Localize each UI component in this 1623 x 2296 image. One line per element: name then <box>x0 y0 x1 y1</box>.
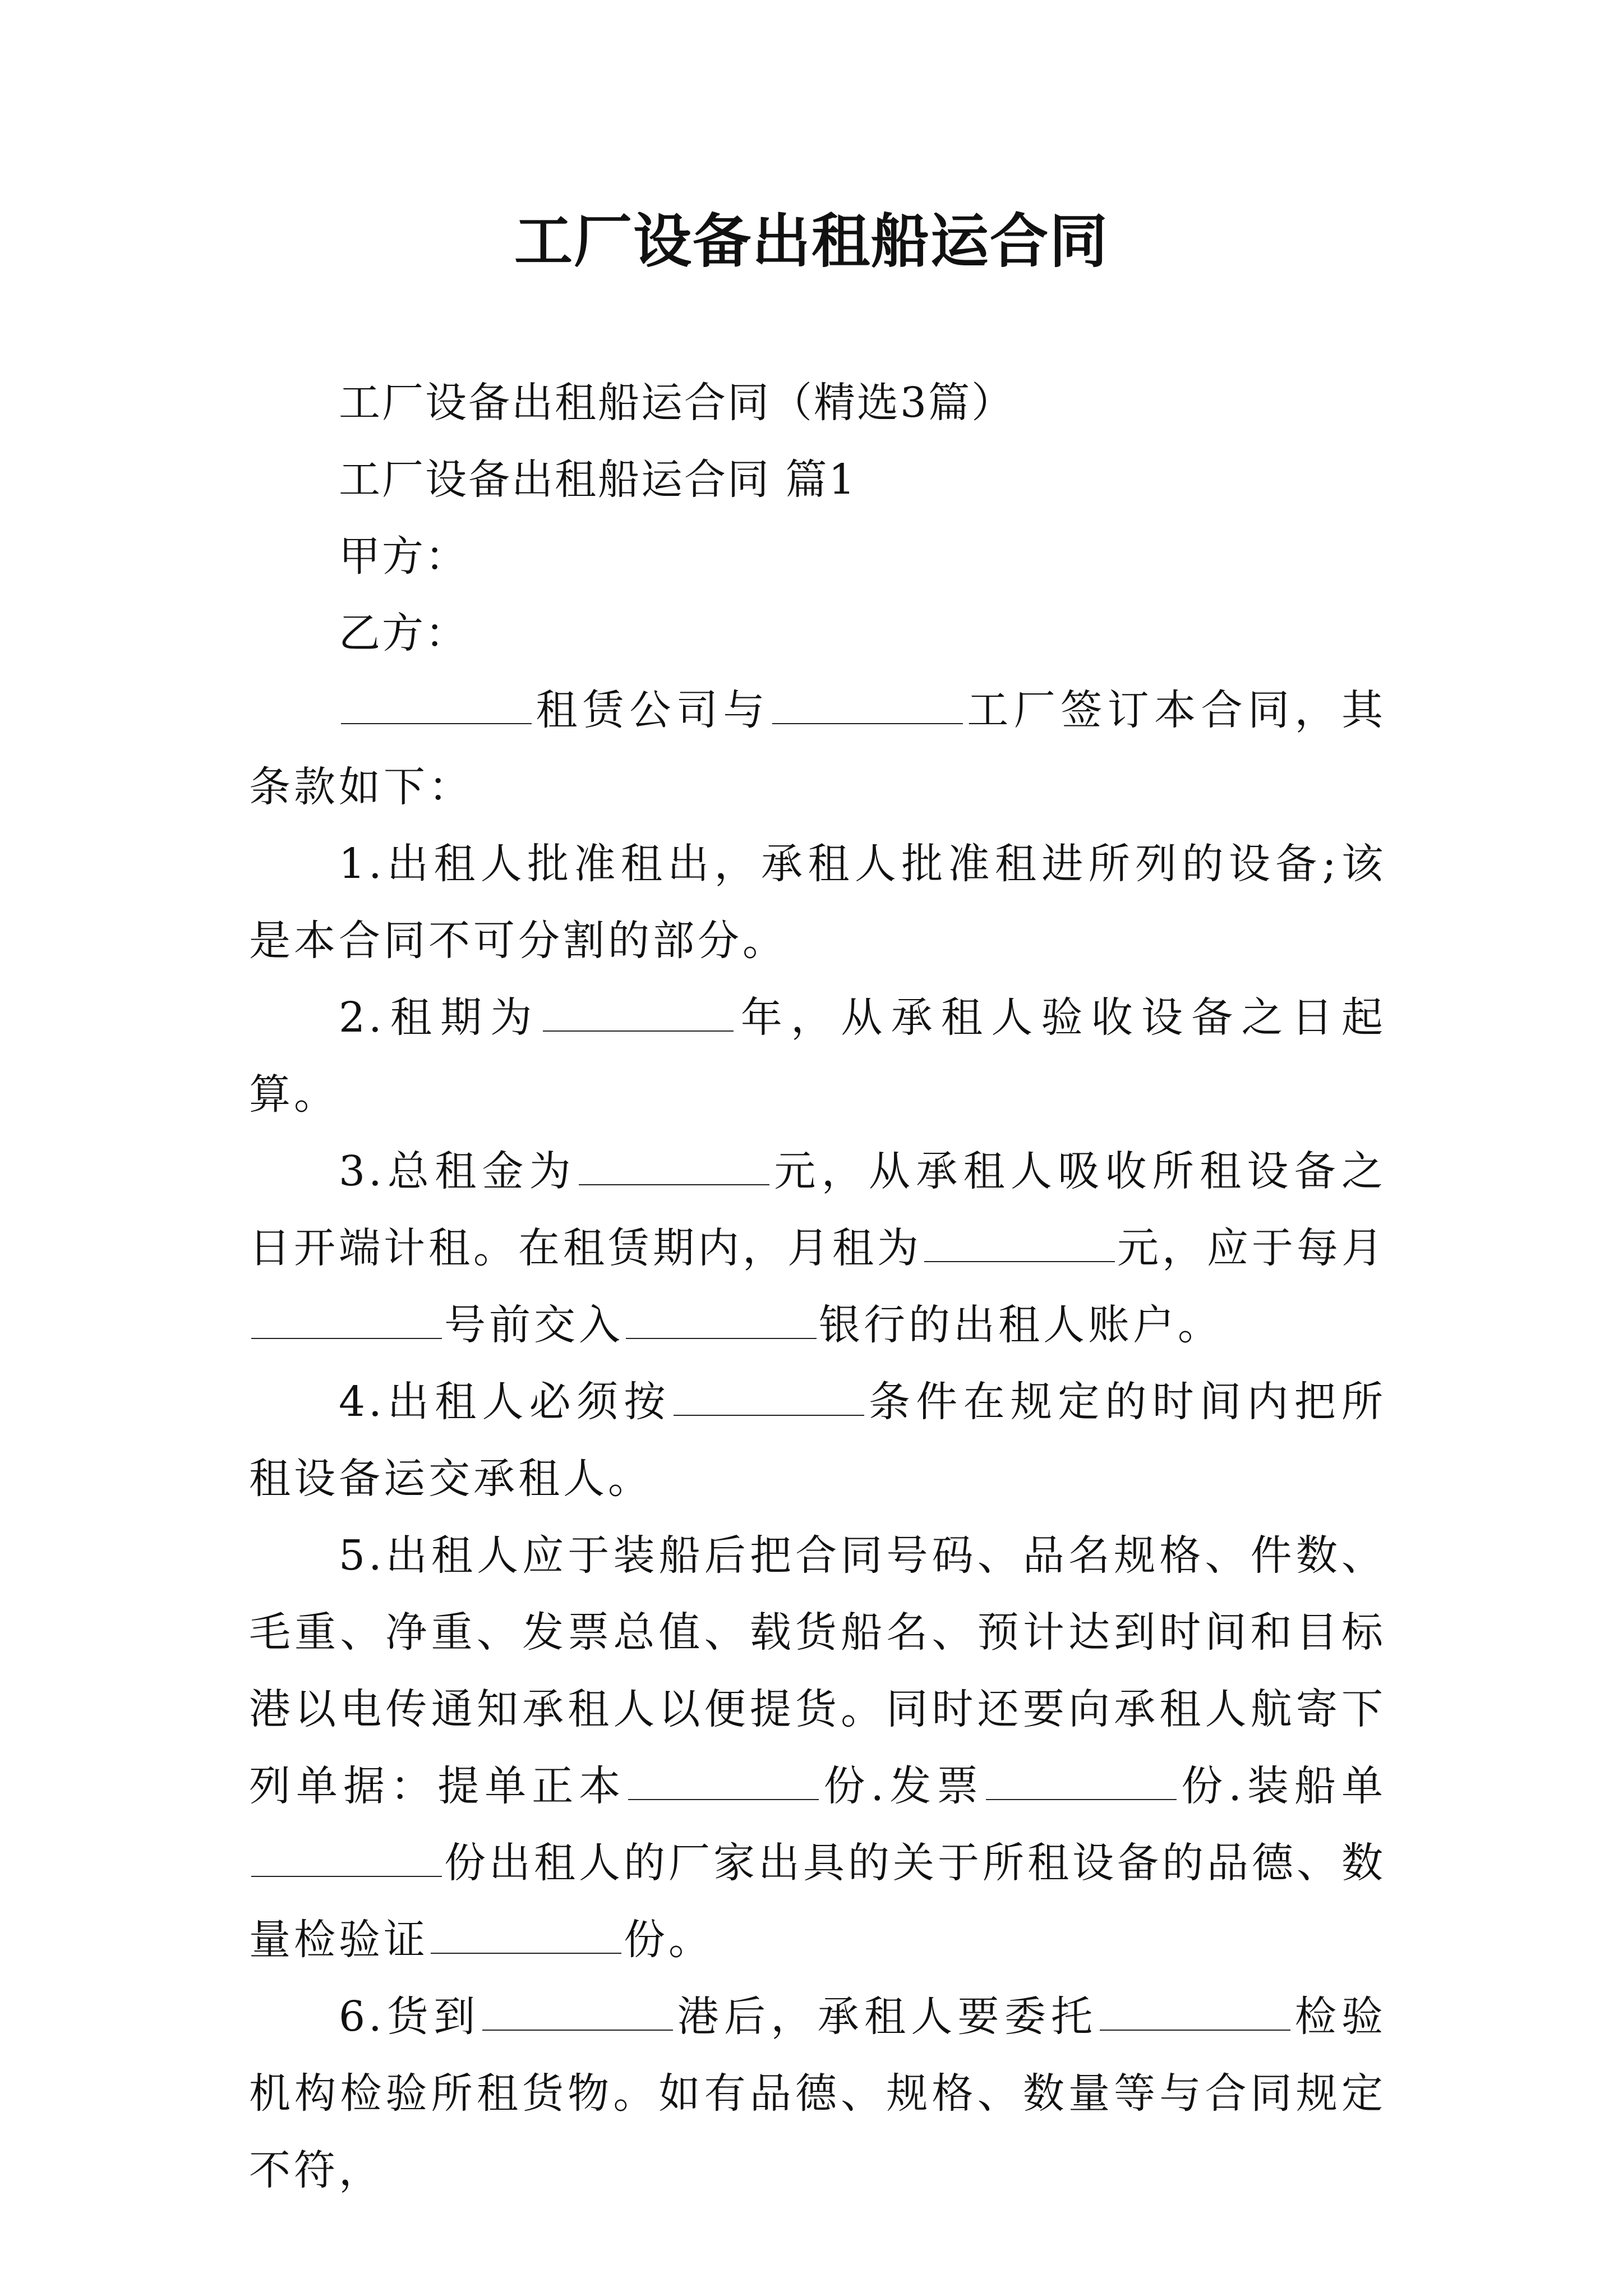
clause-text: 4.出租人必须按 <box>339 1378 671 1426</box>
clause-text: 5.出租人应于装船后把合同号码、品名规格、件数、毛重、净重、发票总值、载货船名、预计达到时间和目标港以电传通知承租人以便提货。同时还要向承租人航寄下列单据：提单正本 <box>249 1531 1386 1810</box>
intro-text: 工厂签订本合同，其条款如下： <box>249 686 1387 811</box>
clause-text: 份出租人的厂家出具的关于所租设备的品德、数量检验证 <box>249 1839 1386 1964</box>
blank-field <box>341 689 532 724</box>
blank-field <box>431 1919 621 1954</box>
blank-field <box>482 1996 673 2031</box>
document-title: 工厂设备出租船运合同 <box>514 206 1109 275</box>
clause-text: 银行的出租人账户。 <box>819 1301 1223 1349</box>
clause-text: 检验机构检验所租货物。如有品德、规格、数量等与合同规定不符， <box>249 1993 1387 2194</box>
clause-text: 6.货到 <box>339 1993 481 2041</box>
clause-5 <box>249 1517 1386 1978</box>
clause-text: 条件在规定的时间内把所租设备运交承租人。 <box>249 1378 1386 1503</box>
document-body <box>249 365 1386 2209</box>
party-a-label: 甲方： <box>339 532 468 581</box>
section-heading: 工厂设备出租船运合同 篇1 <box>339 455 857 504</box>
clause-text: 元，应于每月 <box>1117 1224 1386 1272</box>
blank-field <box>986 1765 1177 1800</box>
clause-text: 港后，承租人要委托 <box>675 1993 1098 2041</box>
clause-3 <box>249 1133 1386 1364</box>
clause-text: 2.租期为 <box>339 993 541 1042</box>
blank-field <box>251 1842 442 1877</box>
blank-field <box>628 1765 819 1800</box>
party-b-label: 乙方： <box>339 609 468 657</box>
blank-field <box>251 1304 442 1339</box>
clause-text: 号前交入 <box>444 1301 624 1349</box>
clause-text: 3.总租金为 <box>339 1147 577 1195</box>
blank-field <box>924 1227 1115 1262</box>
clause-2 <box>249 979 1386 1133</box>
clause-text: 份.装船单 <box>1179 1762 1387 1810</box>
clause-4 <box>249 1364 1386 1517</box>
blank-field <box>579 1151 769 1185</box>
blank-field <box>674 1381 864 1416</box>
clause-6 <box>249 1978 1386 2209</box>
clause-text: 元，从承租人吸收所租设备之日开端计租。在租赁期内，月租为 <box>249 1147 1387 1272</box>
blank-field <box>1100 1996 1290 2031</box>
intro-text: 租赁公司与 <box>534 686 770 734</box>
clause-1 <box>249 826 1386 979</box>
intro-paragraph <box>249 672 1386 826</box>
blank-field <box>626 1304 817 1339</box>
document-subtitle: 工厂设备出租船运合同（精选3篇） <box>339 379 1015 427</box>
clause-text: 1.出租人批准租出，承租人批准租进所列的设备;该是本合同不可分割的部分。 <box>249 840 1386 965</box>
clause-text: 份。 <box>624 1916 713 1964</box>
clause-text: 份.发票 <box>821 1762 984 1810</box>
clause-text: 年，从承租人验收设备之日起算。 <box>249 993 1386 1119</box>
blank-field <box>543 997 734 1032</box>
blank-field <box>772 689 963 724</box>
